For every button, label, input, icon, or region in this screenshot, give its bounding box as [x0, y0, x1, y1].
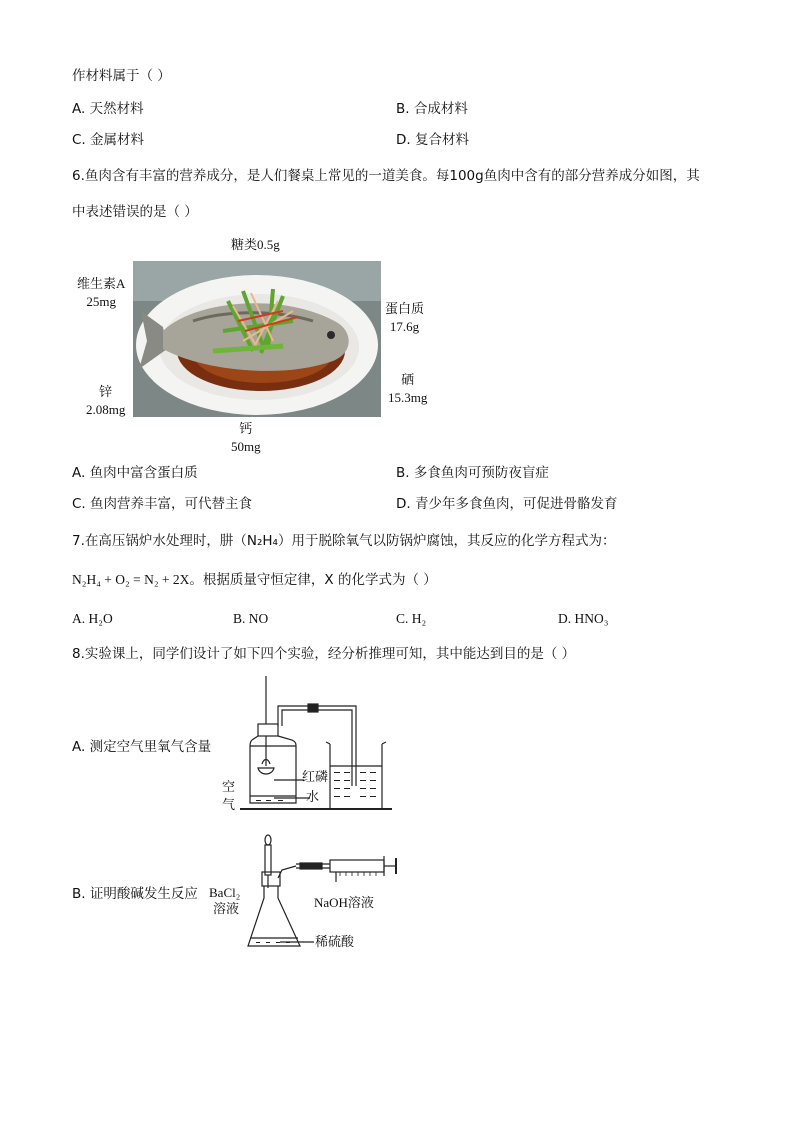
q6-option-text: 青少年多食鱼肉，可促进骨骼发育: [414, 496, 618, 512]
q6-option-d: [396, 496, 617, 512]
q6-option-text: 多食鱼肉可预防夜盲症: [413, 465, 549, 481]
q5-option-letter: B.: [396, 101, 410, 117]
q7-option-text: H₂: [411, 611, 427, 626]
q5-option-letter: D.: [396, 132, 411, 148]
q5-option-text: 复合材料: [414, 132, 469, 148]
q7-option-letter: B.: [233, 611, 246, 626]
q7-equation: N₂H₄ + O₂ = N₂ + 2X: [72, 572, 190, 587]
fish-dish-image: [133, 261, 381, 417]
q5-option-a: [72, 101, 144, 117]
label-red-phosphorus: 红磷: [302, 770, 329, 785]
q5-option-letter: A.: [72, 101, 86, 117]
q6-stem-line1: 6.鱼肉含有丰富的营养成分，是人们餐桌上常见的一道美食。每100g鱼肉中含有的部分营养成分如图，其: [72, 168, 700, 184]
q5-option-b: [396, 101, 468, 117]
q6-option-text: 鱼肉中富含蛋白质: [89, 465, 198, 481]
label-zinc-value: 2.08mg: [86, 401, 126, 417]
label-zinc-name: 锌: [99, 384, 113, 399]
q7-option-letter: D.: [558, 611, 572, 626]
label-sugar: 糖类0.5g: [231, 237, 280, 252]
label-bacl2-solution: 溶液: [213, 902, 240, 917]
label-water: 水: [306, 790, 320, 805]
label-vitamin-a: [77, 275, 125, 310]
q6-option-a: [72, 465, 198, 481]
q5-option-c: [72, 132, 144, 148]
label-zinc: [86, 383, 125, 418]
q6-option-b: [396, 465, 549, 481]
q6-option-letter: A.: [72, 465, 86, 481]
label-protein: [385, 300, 424, 335]
label-selenium-name: 硒: [401, 372, 415, 387]
q5-option-text: 天然材料: [89, 101, 144, 117]
q8-stem: 8.实验课上，同学们设计了如下四个实验，经分析推理可知，其中能达到目的是（ ）: [72, 646, 576, 662]
q8-option-a-text: A. 测定空气里氧气含量: [72, 739, 212, 755]
q7-stem-line1: 7.在高压锅炉水处理时，肼（N₂H₄）用于脱除氧气以防锅炉腐蚀，其反应的化学方程式为：: [72, 533, 616, 549]
q7-option-text: NO: [248, 611, 269, 626]
q7-option-b: [233, 611, 268, 627]
label-dilute-sulfuric-acid: 稀硫酸: [315, 935, 355, 950]
label-naoh-solution: NaOH溶液: [314, 895, 374, 910]
q5-option-text: 金属材料: [90, 132, 145, 148]
q6-option-letter: D.: [396, 496, 411, 512]
label-calcium-value: 50mg: [231, 438, 261, 454]
q5-option-text: 合成材料: [413, 101, 468, 117]
label-vitamin-a-name: 维生素A: [77, 276, 126, 291]
label-bacl2: BaCl₂: [209, 885, 241, 900]
q7-option-text: H₂O: [88, 611, 113, 626]
label-calcium: [231, 420, 261, 455]
q6-option-text: 鱼肉营养丰富，可代替主食: [90, 496, 253, 512]
q6-stem-line2: 中表述错误的是（ ）: [72, 204, 198, 220]
q5-stem-tail: 作材料属于（ ）: [72, 68, 171, 84]
q7-option-a: [72, 611, 113, 627]
q7-stem-line2-tail: 。根据质量守恒定律，X 的化学式为（ ）: [189, 572, 437, 588]
label-selenium: [388, 371, 427, 406]
q5-option-d: [396, 132, 469, 148]
label-protein-value: 17.6g: [389, 318, 420, 334]
q5-option-letter: C.: [72, 132, 86, 148]
label-calcium-name: 钙: [239, 421, 253, 436]
q7-option-text: HNO₃: [574, 611, 609, 626]
label-selenium-value: 15.3mg: [388, 389, 428, 405]
label-air-bottom: 气: [222, 798, 236, 813]
label-air-top: 空: [222, 780, 236, 795]
q7-option-letter: A.: [72, 611, 86, 626]
q7-option-letter: C.: [396, 611, 409, 626]
q7-option-d: [558, 611, 608, 627]
label-protein-name: 蛋白质: [385, 301, 425, 316]
q7-option-c: [396, 611, 426, 627]
q7-stem-line2: [72, 572, 437, 588]
q6-option-letter: C.: [72, 496, 86, 512]
label-vitamin-a-value: 25mg: [86, 293, 116, 309]
q8-option-b-text: B. 证明酸碱发生反应: [72, 886, 198, 902]
q6-option-letter: B.: [396, 465, 410, 481]
q6-option-c: [72, 496, 252, 512]
